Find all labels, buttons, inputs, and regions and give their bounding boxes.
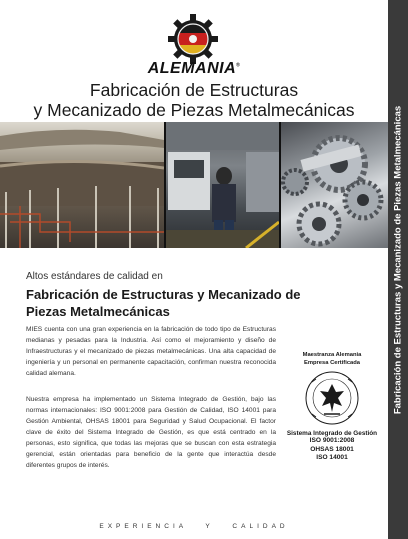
footer-tagline: EXPERIENCIA Y CALIDAD [99, 523, 289, 530]
section-subtitle: Altos estándares de calidad en [26, 271, 163, 282]
brand-name: ALEMANIA® [147, 60, 241, 77]
title-line-2: y Mecanizado de Piezas Metalmecánicas [33, 100, 355, 120]
management-paragraph: Nuestra empresa ha implementado un Sistema Integrado de Gestión, bajo las normas internacionales: ISO 9001:2008 para Gestión de Calidad, ISO 14001 para Gestión Ambiental, OHSAS 18001 para Seguridad y Salud Ocupacional. El factor clave de éxito del Sistema Integrado de Gestión, es que está centrado en la personas, esto significa, que todas las mejoras que se buscan con esta estrategia gerencial, están orientadas para beneficio de la gente que interactúa desde diferentes grupos de interés. [26, 396, 276, 469]
cert-standard-ohsas: OHSAS 18001 [310, 445, 354, 453]
machine-operator-photo [166, 122, 279, 248]
section-heading [26, 286, 326, 320]
company-gear-logo [168, 14, 218, 64]
cert-standard-iso9001: ISO 9001:2008 [309, 437, 355, 444]
cert-company-line: Maestranza Alemania [302, 352, 362, 358]
page-title [0, 80, 388, 120]
cert-standard-iso14001: ISO 14001 [316, 454, 348, 461]
certification-seal-icon [304, 370, 360, 426]
cert-system-caption: Sistema Integrado de Gestión [286, 430, 378, 437]
certification-badge [280, 352, 384, 463]
side-spine [388, 0, 408, 539]
registered-mark: ® [236, 62, 241, 69]
photo-strip [0, 122, 388, 248]
intro-paragraph: MIES cuenta con una gran experiencia en la fabricación de todo tipo de Estructuras medianas y pesadas para la Industria. Así como el mejoramiento y diseño de Infraestructuras y el mecanizado de piezas metalmecánicas. Una alta capacidad de ingeniería y un personal en permanente capacitación, confirman nuestra reconocida calidad alemana. [26, 326, 276, 377]
section-heading-line-1: Fabricación de Estructuras y Mecanizado de [26, 287, 301, 302]
title-line-1: Fabricación de Estructuras [89, 80, 299, 100]
gear-parts-photo [281, 122, 388, 248]
spine-title: Fabricación de Estructuras y Mecanizado de Piezas Metalmecánicas [392, 105, 404, 415]
section-heading-line-2: Piezas Metalmecánicas [26, 304, 170, 319]
cert-status-line: Empresa Certificada [303, 359, 361, 366]
industrial-plant-photo [0, 122, 164, 248]
